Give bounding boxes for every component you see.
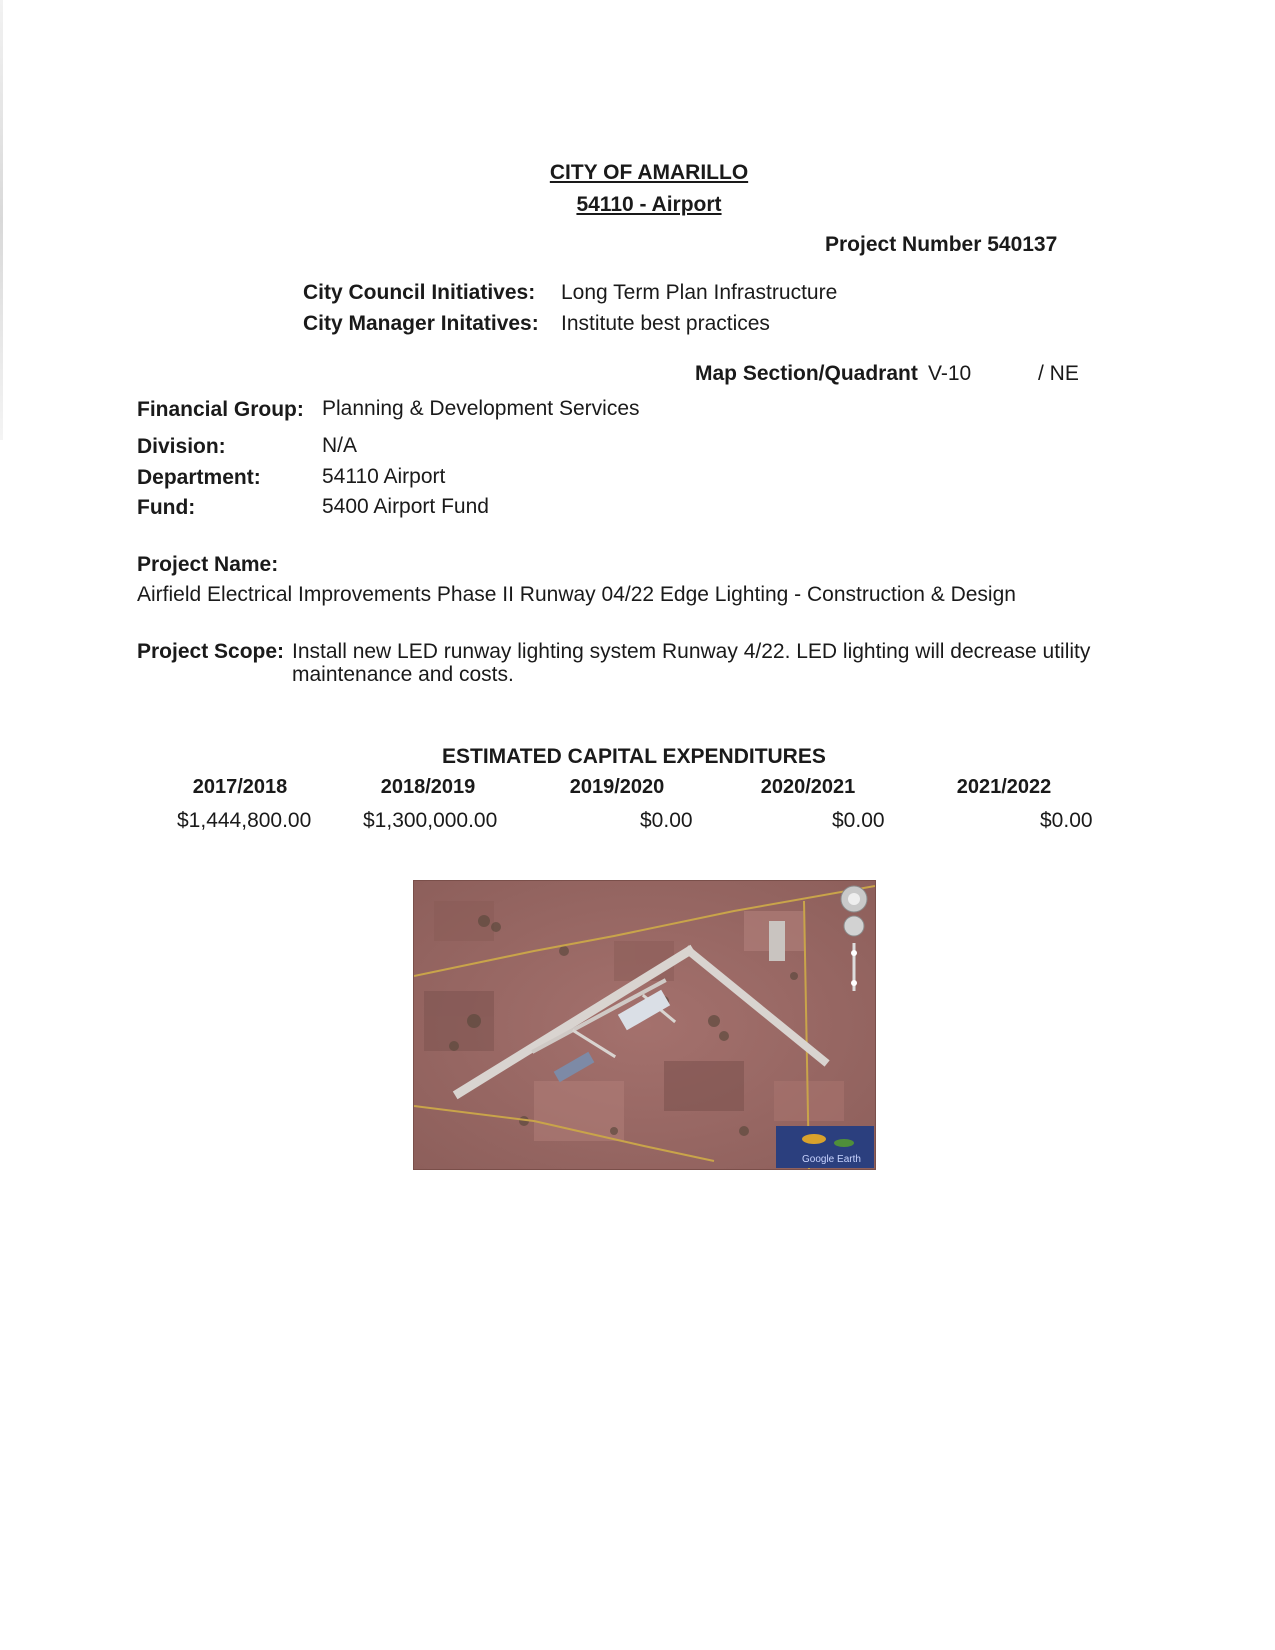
- project-number: [825, 233, 1057, 257]
- council-initiatives-label: City Council Initiatives:: [303, 281, 536, 304]
- manager-initiatives-label: City Manager Initatives:: [303, 312, 539, 335]
- city-title: CITY OF AMARILLO: [549, 161, 749, 184]
- map-section-label: Map Section/Quadrant: [695, 362, 918, 385]
- department-label: Department:: [137, 466, 261, 489]
- council-initiatives-value: Long Term Plan Infrastructure: [561, 281, 838, 304]
- year-header: 2018/2019: [380, 776, 476, 798]
- scan-edge: [0, 0, 3, 440]
- financial-group-label: Financial Group:: [137, 398, 304, 421]
- department-title: 54110 - Airport: [576, 193, 722, 216]
- year-header: 2019/2020: [569, 776, 665, 798]
- division-value: N/A: [322, 434, 358, 457]
- expenditure-amount: $0.00: [640, 809, 693, 832]
- google-earth-watermark: Google Earth: [802, 1154, 861, 1165]
- aerial-photo-graphic: [414, 881, 875, 1169]
- year-header: 2021/2022: [956, 776, 1052, 798]
- project-name-label: Project Name:: [137, 553, 279, 576]
- project-scope-line2: maintenance and costs.: [292, 663, 514, 686]
- expenditures-title: ESTIMATED CAPITAL EXPENDITURES: [442, 745, 826, 768]
- map-section-value: V-10: [928, 362, 972, 385]
- expenditure-amount: $1,300,000.00: [363, 809, 498, 832]
- map-quadrant: / NE: [1038, 362, 1079, 385]
- project-name-value: Airfield Electrical Improvements Phase II Runway 04/22 Edge Lighting - Construction & Design: [137, 583, 1016, 606]
- expenditure-amount: $0.00: [832, 809, 885, 832]
- financial-group-value: Planning & Development Services: [322, 397, 640, 420]
- department-value: 54110 Airport: [322, 465, 446, 488]
- expenditure-amount: $1,444,800.00: [177, 809, 312, 832]
- fund-label: Fund:: [137, 496, 196, 519]
- airport-aerial-image: [413, 880, 876, 1170]
- fund-value: 5400 Airport Fund: [322, 495, 489, 518]
- expenditure-amount: $0.00: [1040, 809, 1093, 832]
- project-number-label: Project Number: [825, 233, 982, 256]
- manager-initiatives-value: Institute best practices: [561, 312, 770, 335]
- division-label: Division:: [137, 435, 226, 458]
- year-header: 2017/2018: [192, 776, 288, 798]
- project-scope-line1: Install new LED runway lighting system Runway 4/22. LED lighting will decrease utility: [292, 640, 1091, 663]
- project-number-value: 540137: [987, 233, 1058, 256]
- google-earth-logo: [776, 1126, 874, 1168]
- project-scope-label: Project Scope:: [137, 640, 285, 663]
- year-header: 2020/2021: [760, 776, 856, 798]
